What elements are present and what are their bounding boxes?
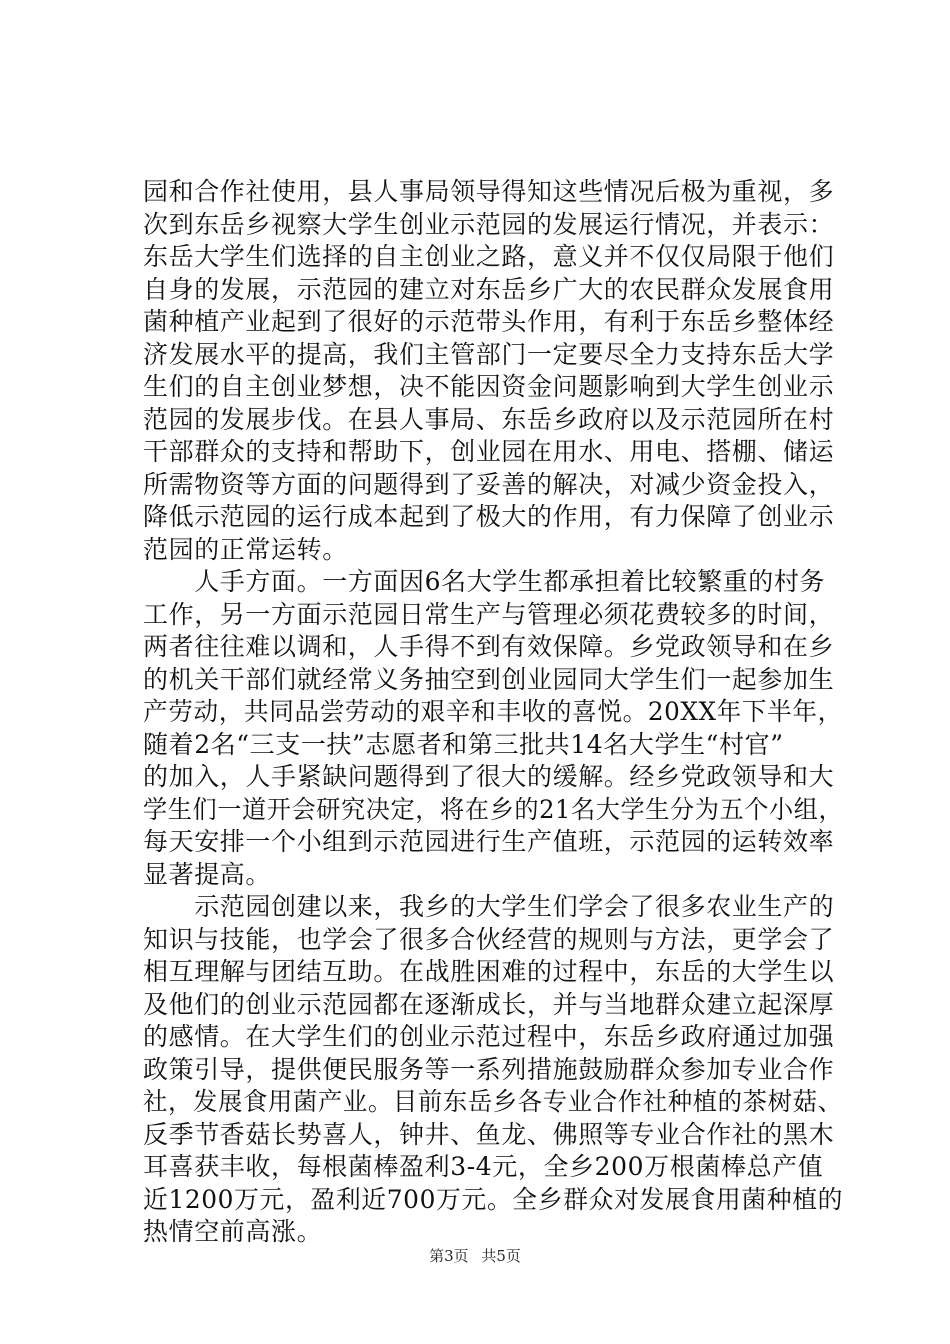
text-line: 园和合作社使用，县人事局领导得知这些情况后极为重视，多 bbox=[143, 177, 835, 206]
text-line: 政策引导，提供便民服务等一系列措施鼓励群众参加专业合作 bbox=[143, 1054, 835, 1084]
text-line: 热情空前高涨。 bbox=[143, 1217, 323, 1246]
text-line: 菌种植产业起到了很好的示范带头作用，有利于东岳乡整体经 bbox=[143, 307, 835, 336]
text-line: 工作，另一方面示范园日常生产与管理必须花费较多的时间， bbox=[143, 599, 835, 629]
text-line: 社，发展食用菌产业。目前东岳乡各专业合作社种植的茶树菇、 bbox=[143, 1087, 843, 1116]
text-line: 及他们的创业示范园都在逐渐成长，并与当地群众建立起深厚 bbox=[143, 989, 835, 1019]
text-line: 每天安排一个小组到示范园进行生产值班，示范园的运转效率 bbox=[143, 827, 835, 856]
text-line: 两者往往难以调和，人手得不到有效保障。乡党政领导和在乡 bbox=[143, 632, 835, 661]
text-line: 济发展水平的提高，我们主管部门一定要尽全力支持东岳大学 bbox=[143, 339, 835, 369]
text-line: 示范园创建以来，我乡的大学生们学会了很多农业生产的 bbox=[143, 892, 835, 921]
text-line: 学生们一道开会研究决定，将在乡的21名大学生分为五个小组， bbox=[143, 794, 844, 824]
text-line: 东岳大学生们选择的自主创业之路，意义并不仅仅局限于他们 bbox=[143, 242, 835, 271]
text-line: 范园的正常运转。 bbox=[143, 534, 348, 564]
text-line: 随着2名“三支一扶”志愿者和第三批共14名大学生“村官” bbox=[143, 729, 784, 759]
text-line: 耳喜获丰收，每根菌棒盈利3-4元，全乡200万根菌棒总产值 bbox=[143, 1152, 824, 1181]
text-line: 反季节香菇长势喜人，钟井、鱼龙、佛照等专业合作社的黑木 bbox=[143, 1119, 835, 1149]
text-line: 干部群众的支持和帮助下，创业园在用水、用电、搭棚、储运 bbox=[143, 437, 835, 466]
text-line: 次到东岳乡视察大学生创业示范园的发展运行情况，并表示： bbox=[143, 209, 835, 239]
page-footer bbox=[0, 1245, 950, 1266]
text-line: 自身的发展，示范园的建立对东岳乡广大的农民群众发展食用 bbox=[143, 274, 835, 304]
text-line: 的感情。在大学生们的创业示范过程中，东岳乡政府通过加强 bbox=[143, 1022, 835, 1051]
text-line: 的加入，人手紧缺问题得到了很大的缓解。经乡党政领导和大 bbox=[143, 762, 835, 791]
text-line: 所需物资等方面的问题得到了妥善的解决，对减少资金投入， bbox=[143, 469, 835, 499]
text-line: 降低示范园的运行成本起到了极大的作用，有力保障了创业示 bbox=[143, 502, 835, 531]
body-text bbox=[143, 176, 844, 1249]
text-line: 人手方面。一方面因6名大学生都承担着比较繁重的村务 bbox=[143, 567, 826, 596]
text-line: 相互理解与团结互助。在战胜困难的过程中，东岳的大学生以 bbox=[143, 957, 835, 986]
text-line: 产劳动，共同品尝劳动的艰辛和丰收的喜悦。20XX年下半年， bbox=[143, 697, 843, 726]
text-line: 的机关干部们就经常义务抽空到创业园同大学生们一起参加生 bbox=[143, 664, 835, 694]
page-total: 共5页 bbox=[481, 1247, 521, 1265]
text-line: 生们的自主创业梦想，决不能因资金问题影响到大学生创业示 bbox=[143, 372, 835, 401]
text-line: 知识与技能，也学会了很多合伙经营的规则与方法，更学会了 bbox=[143, 924, 835, 954]
text-line: 近1200万元，盈利近700万元。全乡群众对发展食用菌种植的 bbox=[143, 1184, 844, 1214]
page-number: 第3页 bbox=[429, 1247, 469, 1265]
text-line: 范园的发展步伐。在县人事局、东岳乡政府以及示范园所在村 bbox=[143, 404, 835, 434]
text-line: 显著提高。 bbox=[143, 859, 272, 889]
